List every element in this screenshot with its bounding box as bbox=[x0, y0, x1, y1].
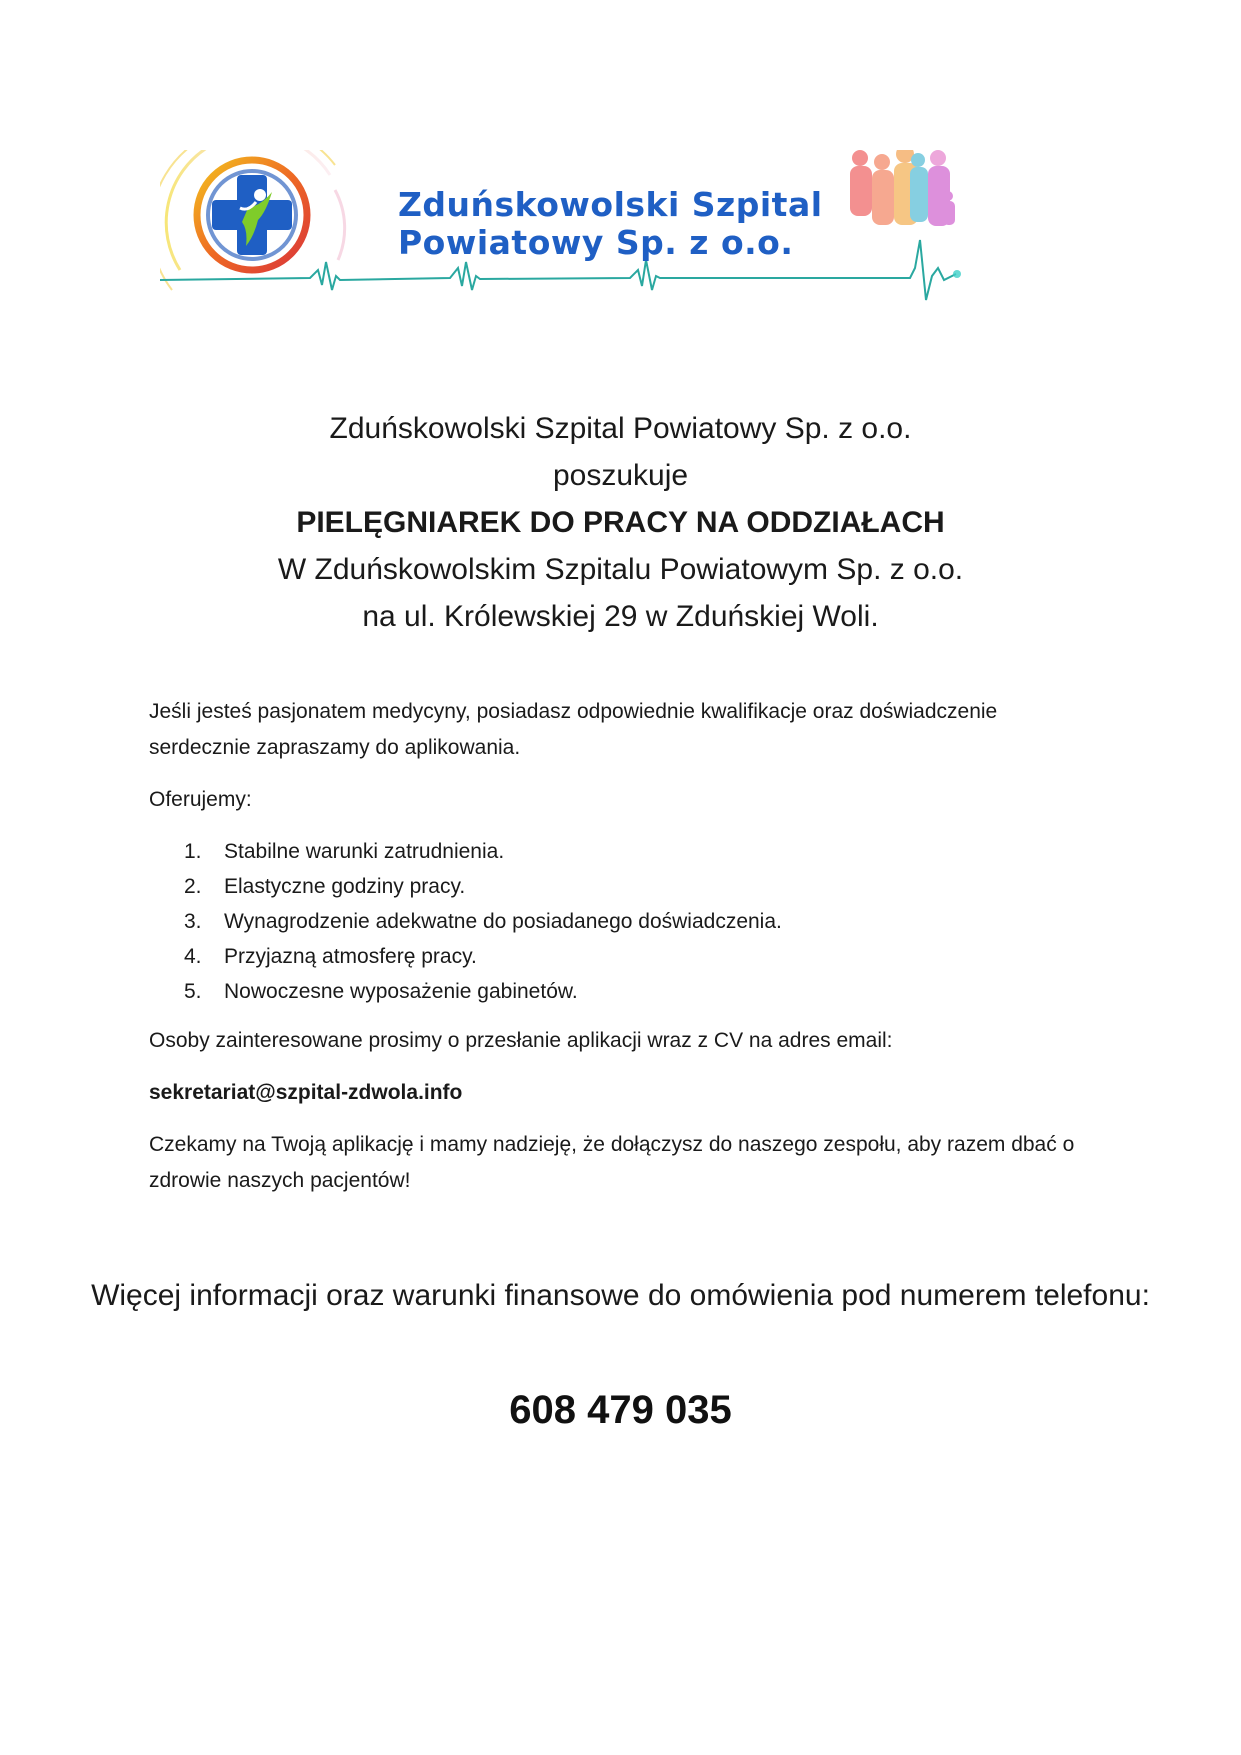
more-info-text: Więcej informacji oraz warunki finansowe do omówienia pod numerem telefonu: bbox=[91, 1279, 1150, 1312]
hospital-logo-wordmark bbox=[398, 186, 823, 262]
list-item: 1. Stabilne warunki zatrudnienia. bbox=[184, 840, 505, 863]
phone-number[interactable]: 608 479 035 bbox=[509, 1388, 732, 1432]
offer-list bbox=[149, 834, 1099, 1009]
logo-line-1: Zduńskowolski Szpital bbox=[398, 185, 823, 224]
logo-line-2: Powiatowy Sp. z o.o. bbox=[398, 223, 794, 262]
intro-address: na ul. Królewskiej 29 w Zduńskiej Woli. bbox=[362, 600, 879, 633]
list-item: 2. Elastyczne godziny pracy. bbox=[184, 875, 466, 898]
closing-paragraph: Czekamy na Twoją aplikację i mamy nadzieję, że dołączysz do naszego zespołu, aby razem dbać o zdrowie naszych pacjentów! bbox=[149, 1133, 1075, 1192]
medical-cross-icon bbox=[212, 175, 292, 255]
invite-paragraph: Jeśli jesteś pasjonatem medycyny, posiadasz odpowiednie kwalifikacje oraz doświadczenie serdecznie zapraszamy do aplikowania. bbox=[149, 700, 998, 759]
offer-heading: Oferujemy: bbox=[149, 788, 252, 811]
list-item: 4. Przyjazną atmosferę pracy. bbox=[184, 945, 477, 968]
intro-block bbox=[0, 405, 1241, 640]
intro-place: W Zduńskowolskim Szpitalu Powiatowym Sp. z o.o. bbox=[277, 553, 964, 586]
hospital-logo-header bbox=[160, 150, 1080, 340]
list-item: 5. Nowoczesne wyposażenie gabinetów. bbox=[184, 980, 578, 1003]
list-item: 3. Wynagrodzenie adekwatne do posiadanego doświadczenia. bbox=[184, 910, 782, 933]
intro-seeks: poszukuje bbox=[552, 459, 689, 492]
posting-body bbox=[149, 694, 1099, 1215]
email-address[interactable]: sekretariat@szpital-zdwola.info bbox=[149, 1081, 463, 1104]
family-silhouettes-icon bbox=[850, 150, 955, 226]
intro-org: Zduńskowolski Szpital Powiatowy Sp. z o.o. bbox=[329, 412, 912, 445]
apply-paragraph: Osoby zainteresowane prosimy o przesłanie aplikacji wraz z CV na adres email: bbox=[149, 1029, 893, 1052]
position-title: PIELĘGNIAREK DO PRACY NA ODDZIAŁACH bbox=[296, 506, 945, 539]
